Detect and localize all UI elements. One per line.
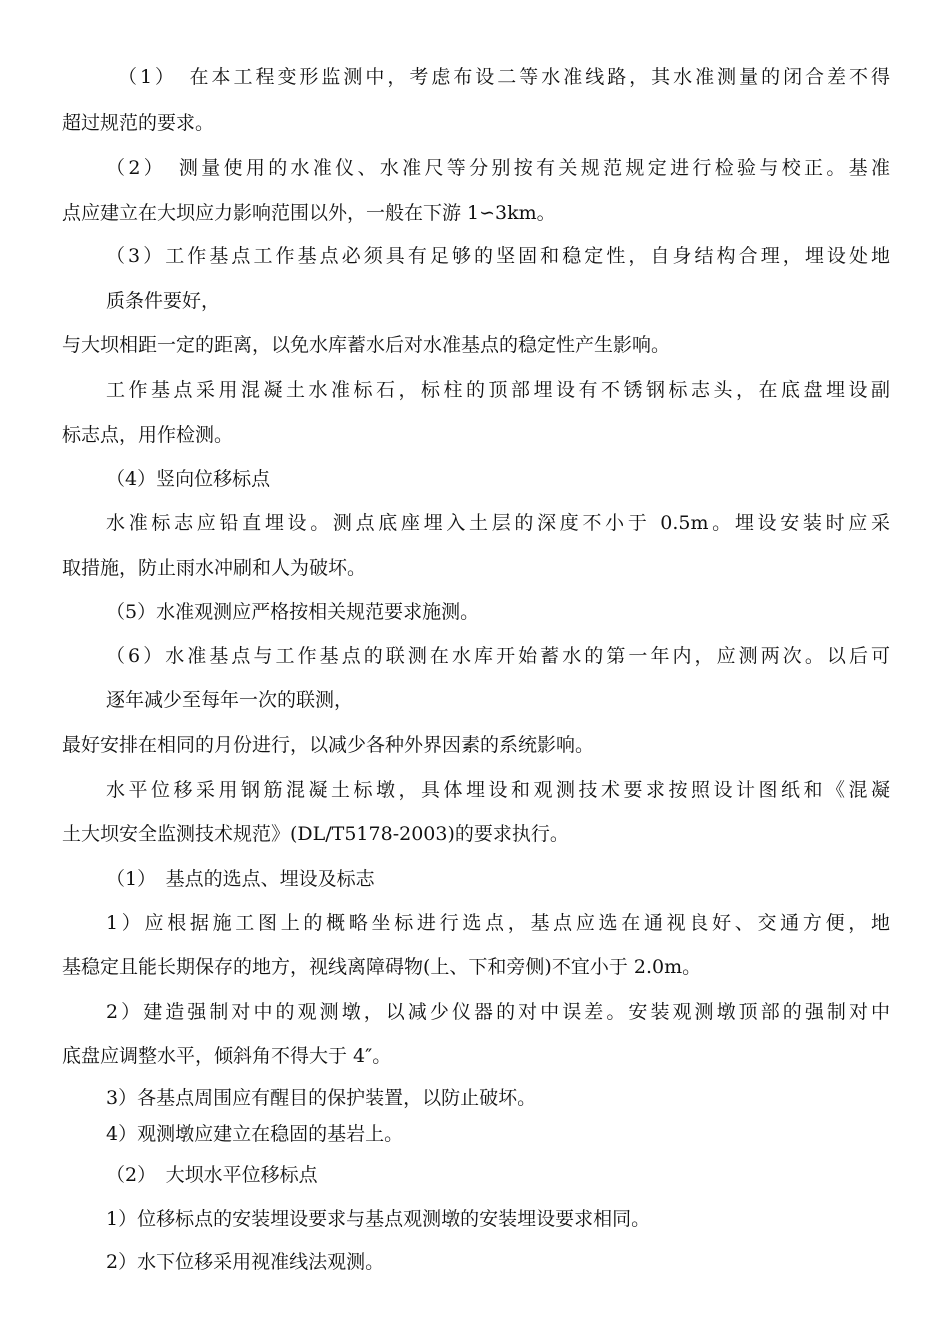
text-line: （2） 大坝水平位移标点: [106, 1164, 318, 1186]
text-line: 基稳定且能长期保存的地方，视线离障碍物(上、下和旁侧)不宜小于 2.0m。: [62, 956, 702, 978]
text-line: 水平位移采用钢筋混凝土标墩，具体埋设和观测技术要求按照设计图纸和《混凝: [106, 779, 890, 801]
text-line: 1）应根据施工图上的概略坐标进行选点，基点应选在通视良好、交通方便，地: [106, 912, 890, 934]
text-line: （5）水准观测应严格按相关规范要求施测。: [106, 601, 480, 623]
text-line: 底盘应调整水平，倾斜角不得大于 4″。: [62, 1045, 392, 1067]
text-line: 质条件要好，: [106, 290, 221, 312]
text-line: 工作基点采用混凝土水准标石，标柱的顶部埋设有不锈钢标志头，在底盘埋设副: [106, 379, 890, 401]
text-line: （3）工作基点工作基点必须具有足够的坚固和稳定性，自身结构合理，埋设处地: [106, 245, 890, 267]
text-line: （4）竖向位移标点: [106, 468, 271, 490]
text-line: 2）水下位移采用视准线法观测。: [106, 1251, 385, 1273]
text-line: 4）观测墩应建立在稳固的基岩上。: [106, 1123, 404, 1145]
text-line: （6）水准基点与工作基点的联测在水库开始蓄水的第一年内，应测两次。以后可: [106, 645, 890, 667]
text-line: 逐年减少至每年一次的联测，: [106, 689, 354, 711]
text-line: （1） 在本工程变形监测中，考虑布设二等水准线路，其水准测量的闭合差不得: [118, 66, 890, 88]
text-line: （1） 基点的选点、埋设及标志: [106, 868, 375, 890]
text-line: 土大坝安全监测技术规范》(DL/T5178-2003)的要求执行。: [62, 823, 569, 845]
text-line: 标志点，用作检测。: [62, 424, 234, 446]
text-line: 水准标志应铅直埋设。测点底座埋入土层的深度不小于 0.5m。埋设安装时应采: [106, 512, 890, 534]
text-line: 3）各基点周围应有醒目的保护装置，以防止破坏。: [106, 1087, 537, 1109]
text-line: 最好安排在相同的月份进行，以减少各种外界因素的系统影响。: [62, 734, 595, 756]
text-line: 1）位移标点的安装埋设要求与基点观测墩的安装埋设要求相同。: [106, 1208, 651, 1230]
text-line: 2）建造强制对中的观测墩，以减少仪器的对中误差。安装观测墩顶部的强制对中: [106, 1001, 890, 1023]
text-line: （2） 测量使用的水准仪、水准尺等分别按有关规范规定进行检验与校正。基准: [106, 157, 890, 179]
text-line: 取措施，防止雨水冲刷和人为破坏。: [62, 557, 367, 579]
text-line: 与大坝相距一定的距离，以免水库蓄水后对水准基点的稳定性产生影响。: [62, 334, 671, 356]
text-line: 点应建立在大坝应力影响范围以外，一般在下游 1∽3km。: [62, 202, 556, 224]
text-line: 超过规范的要求。: [62, 112, 215, 134]
